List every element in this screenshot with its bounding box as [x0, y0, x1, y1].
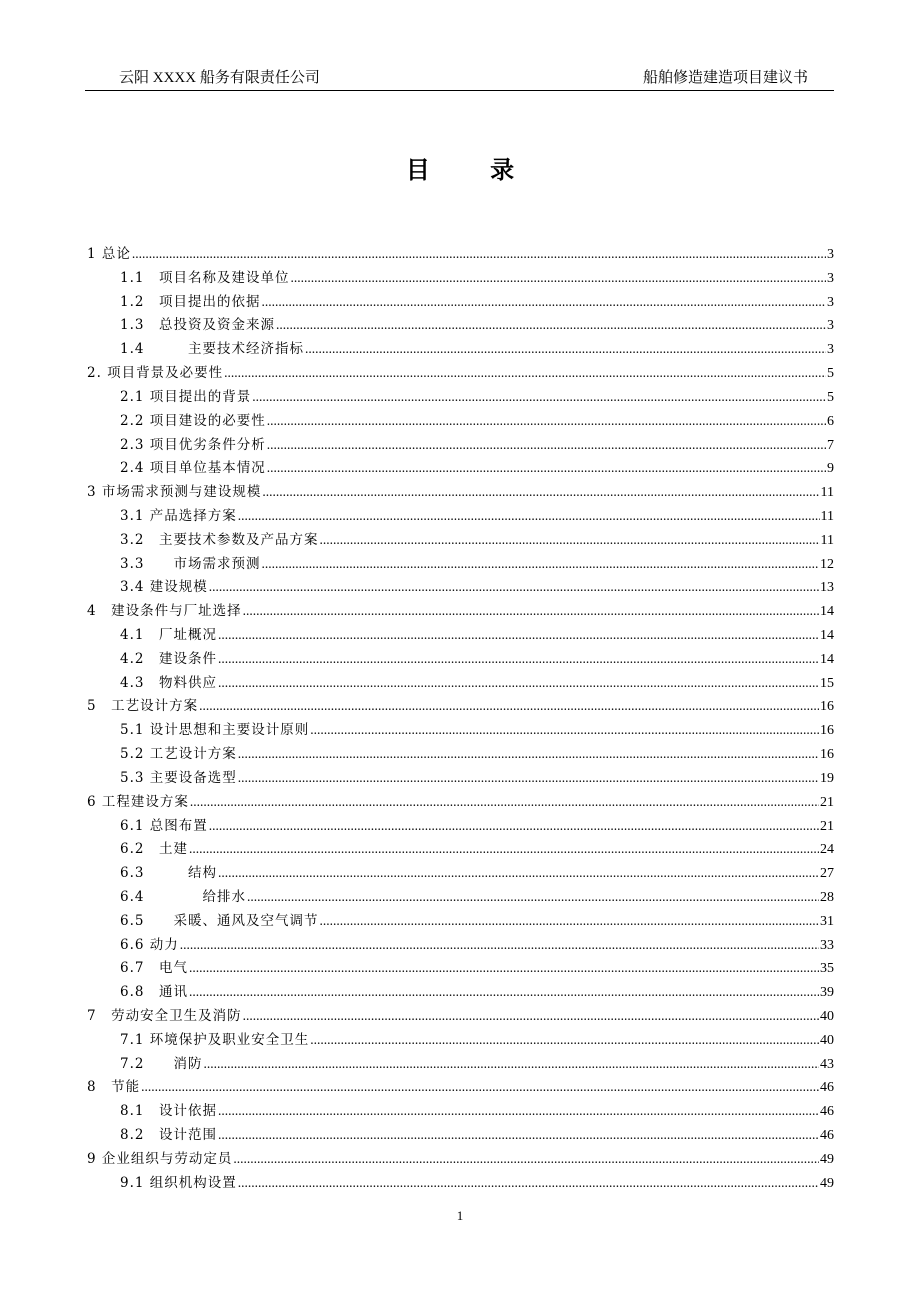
- toc-entry-page: 12: [820, 556, 834, 572]
- toc-dot-leader: [218, 1123, 819, 1148]
- toc-dot-leader: [238, 766, 819, 791]
- toc-entry-page: 7: [827, 437, 834, 453]
- toc-entry-label: 6.1 总图布置: [120, 817, 208, 834]
- toc-entry[interactable]: [87, 790, 834, 814]
- toc-dot-leader: [141, 1075, 819, 1100]
- toc-dot-leader: [243, 1004, 819, 1029]
- toc-entry[interactable]: [87, 671, 834, 695]
- toc-entry[interactable]: [87, 337, 834, 361]
- toc-entry-label: 2.3 项目优劣条件分析: [120, 436, 266, 453]
- toc-dot-leader: [218, 671, 819, 696]
- toc-dot-leader: [247, 885, 819, 910]
- header-company: 云阳 XXXX 船务有限责任公司: [119, 70, 320, 86]
- toc-dot-leader: [224, 361, 826, 386]
- toc-entry-label: 6 工程建设方案: [87, 793, 189, 810]
- toc-entry[interactable]: [87, 1075, 834, 1099]
- toc-entry[interactable]: [87, 290, 834, 314]
- toc-entry[interactable]: [87, 933, 834, 957]
- toc-entry-page: 14: [820, 604, 834, 620]
- toc-entry[interactable]: [87, 1099, 834, 1123]
- toc-entry-page: 16: [820, 699, 834, 715]
- toc-entry-label: 1 总论: [87, 246, 131, 262]
- toc-entry-page: 46: [820, 1104, 834, 1120]
- toc-entry-page: 11: [820, 485, 834, 501]
- toc-dot-leader: [267, 456, 826, 481]
- toc-entry-page: 21: [820, 794, 834, 810]
- toc-entry-label: 7.2 消防: [120, 1055, 203, 1072]
- toc-entry[interactable]: [87, 242, 834, 266]
- toc-entry-page: 33: [820, 937, 834, 953]
- toc-entry-label: 3.4 建设规模: [120, 579, 208, 596]
- toc-entry-label: 6.8 通讯: [120, 984, 188, 1001]
- toc-entry[interactable]: [87, 1147, 834, 1171]
- toc-dot-leader: [267, 433, 826, 458]
- toc-entry[interactable]: [87, 980, 834, 1004]
- toc-entry-label: 6.5 采暖、通风及空气调节: [120, 912, 319, 929]
- toc-entry[interactable]: [87, 956, 834, 980]
- toc-dot-leader: [261, 552, 819, 577]
- toc-entry[interactable]: [87, 552, 834, 576]
- toc-entry-label: 2.1 项目提出的背景: [120, 388, 252, 405]
- toc-entry-label: 8 节能: [87, 1079, 141, 1096]
- toc-dot-leader: [218, 1099, 819, 1124]
- header-doc-title: 船舶修造建造项目建议书: [642, 70, 808, 86]
- toc-dot-leader: [199, 694, 819, 719]
- toc-entry-page: 16: [820, 747, 834, 763]
- toc-entry[interactable]: [87, 313, 834, 337]
- toc-entry-page: 40: [820, 1032, 834, 1048]
- toc-entry[interactable]: [87, 694, 834, 718]
- toc-entry-page: 11: [820, 508, 834, 524]
- toc-entry-page: 35: [820, 961, 834, 977]
- page-title: 目 录: [405, 155, 541, 184]
- toc-entry-label: 6.2 土建: [120, 841, 188, 858]
- toc-entry-page: 3: [827, 270, 834, 286]
- toc-dot-leader: [238, 1171, 819, 1196]
- toc-dot-leader: [189, 956, 819, 981]
- page-header: [85, 64, 834, 91]
- toc-entry-label: 6.7 电气: [120, 960, 188, 977]
- toc-entry-page: 39: [820, 985, 834, 1001]
- toc-entry-label: 4.1 厂址概况: [120, 627, 217, 643]
- toc-entry[interactable]: [87, 623, 834, 647]
- toc-entry-label: 9.1 组织机构设置: [120, 1174, 237, 1191]
- toc-entry-label: 6.4 给排水: [120, 888, 246, 905]
- toc-entry-label: 3.2 主要技术参数及产品方案: [120, 531, 319, 548]
- toc-entry-page: 49: [820, 1175, 834, 1191]
- toc-dot-leader: [310, 1028, 819, 1053]
- toc-entry-page: 21: [820, 818, 834, 834]
- toc-entry[interactable]: [87, 528, 834, 552]
- toc-entry[interactable]: [87, 837, 834, 861]
- toc-dot-leader: [276, 313, 826, 338]
- toc-entry-label: 3.3 市场需求预测: [120, 555, 261, 572]
- toc-entry-page: 14: [820, 628, 834, 643]
- toc-entry-label: 7 劳动安全卫生及消防: [87, 1008, 242, 1024]
- toc-entry[interactable]: [87, 599, 834, 623]
- toc-entry-page: 46: [820, 1080, 834, 1096]
- toc-entry-page: 14: [820, 651, 834, 667]
- toc-dot-leader: [305, 337, 826, 362]
- toc-entry-page: 49: [820, 1151, 834, 1167]
- toc-entry-label: 5.3 主要设备选型: [120, 769, 237, 786]
- toc-entry[interactable]: [87, 909, 834, 933]
- toc-entry-label: 5.2 工艺设计方案: [120, 746, 237, 763]
- toc-entry-page: 9: [827, 461, 834, 477]
- toc-entry[interactable]: [87, 1171, 834, 1195]
- toc-entry-page: 27: [820, 866, 834, 882]
- toc-entry-label: 5 工艺设计方案: [87, 698, 199, 715]
- table-of-contents: [87, 242, 834, 1195]
- footer-page-number: 1: [456, 1208, 464, 1223]
- toc-entry-label: 4.3 物料供应: [120, 674, 217, 691]
- toc-entry-page: 11: [820, 532, 834, 548]
- toc-entry-page: 43: [820, 1056, 834, 1072]
- toc-dot-leader: [267, 409, 826, 434]
- toc-entry[interactable]: [87, 766, 834, 790]
- toc-entry[interactable]: [87, 480, 834, 504]
- toc-entry-label: 6.6 动力: [120, 936, 179, 953]
- toc-dot-leader: [189, 980, 819, 1005]
- toc-dot-leader: [218, 861, 819, 886]
- toc-entry[interactable]: [87, 718, 834, 742]
- toc-entry-page: 31: [820, 913, 834, 929]
- toc-entry[interactable]: [87, 1123, 834, 1147]
- toc-entry-page: 19: [820, 770, 834, 786]
- toc-dot-leader: [319, 528, 819, 553]
- toc-entry-page: 24: [820, 842, 834, 858]
- toc-entry[interactable]: [87, 861, 834, 885]
- toc-entry-label: 2.2 项目建设的必要性: [120, 412, 266, 429]
- toc-dot-leader: [203, 1052, 819, 1077]
- toc-entry[interactable]: [87, 456, 834, 480]
- toc-entry[interactable]: [87, 409, 834, 433]
- toc-dot-leader: [261, 290, 826, 315]
- toc-entry-page: 40: [820, 1009, 834, 1024]
- toc-dot-leader: [233, 1147, 819, 1172]
- toc-entry-label: 8.2 设计范围: [120, 1127, 217, 1144]
- toc-entry-label: 5.1 设计思想和主要设计原则: [120, 722, 310, 739]
- toc-dot-leader: [209, 814, 819, 839]
- toc-entry-label: 8.1 设计依据: [120, 1103, 217, 1120]
- toc-entry-page: 46: [820, 1128, 834, 1144]
- toc-entry[interactable]: [87, 1004, 834, 1028]
- toc-entry-label: 3 市场需求预测与建设规模: [87, 484, 262, 501]
- toc-entry[interactable]: [87, 575, 834, 599]
- toc-entry-page: 6: [827, 413, 834, 429]
- toc-entry-label: 1.3 总投资及资金来源: [120, 317, 275, 334]
- toc-entry-page: 13: [820, 580, 834, 596]
- toc-entry-label: 4 建设条件与厂址选择: [87, 603, 242, 620]
- toc-dot-leader: [209, 575, 819, 600]
- toc-entry-label: 2. 项目背景及必要性: [87, 365, 224, 382]
- toc-entry-page: 15: [820, 675, 834, 691]
- toc-entry[interactable]: [87, 361, 834, 385]
- toc-entry-page: 3: [827, 294, 834, 310]
- toc-entry-label: 2.4 项目单位基本情况: [120, 460, 266, 477]
- toc-entry-page: 3: [827, 318, 834, 334]
- toc-entry[interactable]: [87, 433, 834, 457]
- toc-dot-leader: [319, 909, 819, 934]
- toc-entry-label: 1.4 主要技术经济指标: [120, 341, 304, 358]
- toc-entry[interactable]: [87, 1052, 834, 1076]
- toc-dot-leader: [189, 837, 819, 862]
- toc-entry-label: 7.1 环境保护及职业安全卫生: [120, 1031, 310, 1048]
- toc-dot-leader: [132, 242, 826, 267]
- toc-entry[interactable]: [87, 385, 834, 409]
- toc-entry-page: 3: [827, 342, 834, 358]
- toc-dot-leader: [290, 266, 826, 291]
- toc-entry[interactable]: [87, 647, 834, 671]
- toc-dot-leader: [262, 480, 819, 505]
- toc-dot-leader: [238, 504, 820, 529]
- toc-entry[interactable]: [87, 504, 834, 528]
- toc-entry[interactable]: [87, 742, 834, 766]
- toc-entry-page: 16: [820, 723, 834, 739]
- toc-dot-leader: [310, 718, 819, 743]
- toc-entry-label: 1.1 项目名称及建设单位: [120, 269, 290, 286]
- toc-entry-label: 4.2 建设条件: [120, 650, 217, 667]
- toc-entry-page: 3: [827, 247, 834, 262]
- toc-entry-page: 28: [820, 889, 834, 905]
- toc-entry[interactable]: [87, 266, 834, 290]
- toc-entry[interactable]: [87, 1028, 834, 1052]
- toc-dot-leader: [243, 599, 819, 624]
- toc-entry-page: 5: [827, 389, 834, 405]
- toc-dot-leader: [252, 385, 826, 410]
- toc-entry-label: 9 企业组织与劳动定员: [87, 1150, 233, 1167]
- toc-entry-label: 6.3 结构: [120, 865, 217, 882]
- toc-dot-leader: [218, 647, 819, 672]
- toc-dot-leader: [190, 790, 819, 815]
- toc-entry[interactable]: [87, 814, 834, 838]
- toc-entry-page: 5: [827, 366, 834, 382]
- toc-dot-leader: [180, 933, 819, 958]
- toc-entry-label: 3.1 产品选择方案: [120, 507, 237, 524]
- toc-entry-label: 1.2 项目提出的依据: [120, 293, 261, 310]
- toc-dot-leader: [218, 623, 819, 648]
- toc-entry[interactable]: [87, 885, 834, 909]
- toc-dot-leader: [238, 742, 819, 767]
